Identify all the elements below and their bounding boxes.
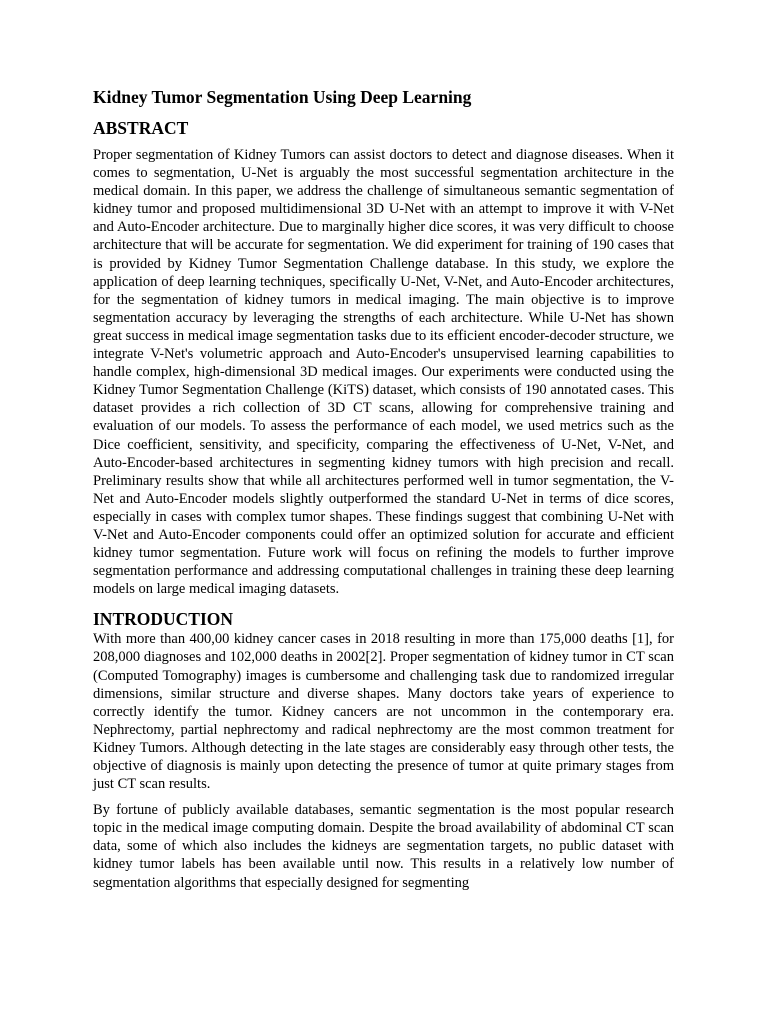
paper-page: [93, 86, 674, 892]
introduction-paragraph-2: By fortune of publicly available databases, semantic segmentation is the most popular research topic in the medical image computing domain. Despite the broad availability of abdominal CT scan data, some of which also includes the kidneys are segmentation targets, no public dataset with kidney tumor labels has been available until now. This results in a relatively low number of segmentation algorithms that especially designed for segmenting: [93, 802, 674, 891]
abstract-heading: ABSTRACT: [93, 118, 189, 138]
introduction-paragraph-1: With more than 400,00 kidney cancer cases in 2018 resulting in more than 175,000 deaths [1], for 208,000 diagnoses and 102,000 deaths in 2002[2]. Proper segmentation of kidney tumor in CT scan (Computed Tomography) images is cumbersome and challenging task due to randomized irregular dimensions, similar structure and diverse shapes. Many doctors take years of experience to correctly identify the tumor. Kidney cancers are not uncommon in the contemporary era. Nephrectomy, partial nephrectomy and radical nephrectomy are the most common treatment for Kidney Tumors. Although detecting in the late stages are considerably easy through other tests, the objective of diagnosis is mainly upon detecting the presence of tumor at quite primary stages from just CT scan results.: [93, 631, 674, 793]
paper-title: Kidney Tumor Segmentation Using Deep Learning: [93, 87, 472, 107]
introduction-heading: INTRODUCTION: [93, 609, 234, 630]
abstract-paragraph: Proper segmentation of Kidney Tumors can assist doctors to detect and diagnose diseases. When it comes to segmentation, U-Net is arguably the most successful segmentation architecture in the medical domain. In this paper, we address the challenge of simultaneous semantic segmentation of kidney tumor and proposed multidimensional 3D U-Net with an attempt to improve it with V-Net and Auto-Encoder architecture. Due to marginally higher dice scores, it was very difficult to choose architecture that will be accurate for segmentation. We did experiment for training of 190 cases that is provided by Kidney Tumor Segmentation Challenge database. In this study, we explore the application of deep learning techniques, specifically U-Net, V-Net, and Auto-Encoder architectures, for the segmentation of kidney tumors in medical imaging. The main objective is to improve segmentation accuracy by leveraging the strengths of each architecture. While U-Net has shown great success in medical image segmentation tasks due to its efficient encoder-decoder structure, we integrate V-Net's volumetric approach and Auto-Encoder's unsupervised learning capabilities to handle complex, high-dimensional 3D medical images. Our experiments were conducted using the Kidney Tumor Segmentation Challenge (KiTS) dataset, which consists of 190 annotated cases. This dataset provides a rich collection of 3D CT scans, allowing for comprehensive training and evaluation of our models. To assess the performance of each model, we used metrics such as the Dice coefficient, sensitivity, and specificity, comparing the effectiveness of U-Net, V-Net, and Auto-Encoder-based architectures in segmenting kidney tumors with high precision and recall. Preliminary results show that while all architectures performed well in tumor segmentation, the V-Net and Auto-Encoder models slightly outperformed the standard U-Net in terms of dice scores, especially in cases with complex tumor shapes. These findings suggest that combining U-Net with V-Net and Auto-Encoder components could offer an optimized solution for accurate and efficient kidney tumor segmentation. Future work will focus on refining the models to further improve segmentation performance and addressing computational challenges in training these deep learning models on large medical imaging datasets.: [93, 147, 674, 598]
